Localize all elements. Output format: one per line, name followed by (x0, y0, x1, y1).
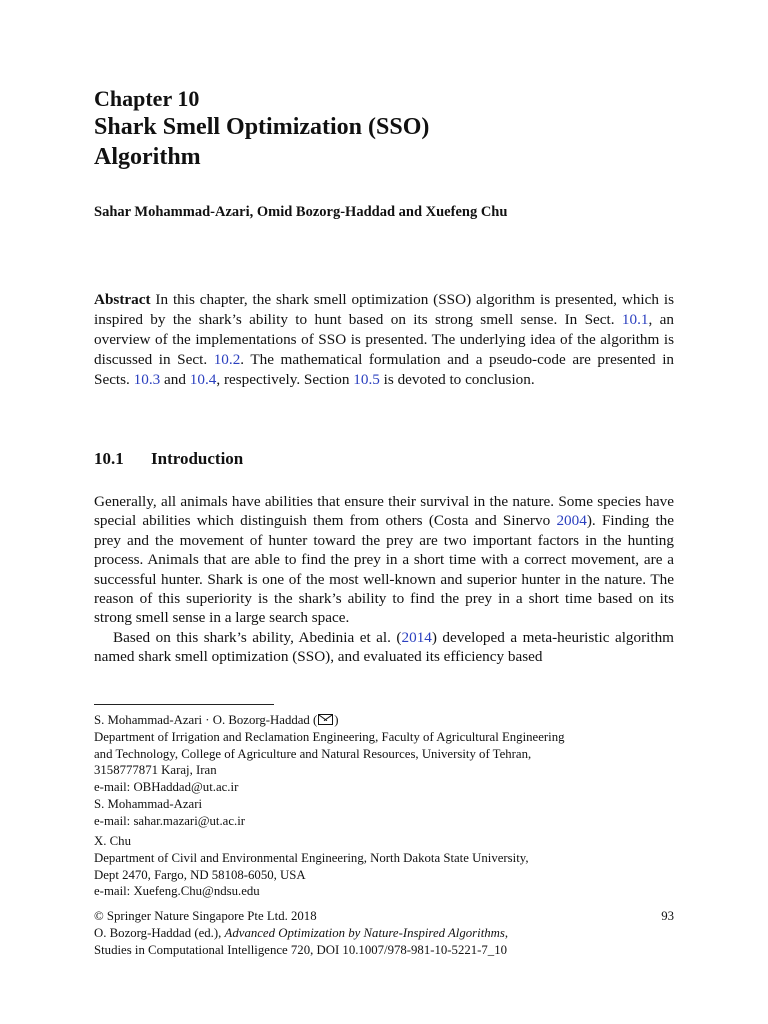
paragraph-1-text-b: ). Finding the prey and the movement of hunter toward the prey are two important factors in the hunting process. Animals that are able to find the prey in a short time with a correct movement, are a successful hunter. Shark is one of the most well-known and superior hunter in the nature. The reason of this superiority is the shark’s ability to find the prey in a short time based on its strong smell sense in a large search space. (94, 512, 675, 627)
book-title-comma: , (504, 925, 509, 940)
paragraph-1-text-a: Generally, all animals have abilities that ensure their survival in the nature. Some species have special abilities which distinguish them from others (Costa and Sinervo (94, 493, 674, 530)
footnote-names: S. Mohammad-Azari · O. Bozorg-Haddad ( (94, 713, 318, 727)
abstract-text-4: and (164, 371, 186, 388)
citation-costa-2004[interactable]: 2004 (556, 512, 587, 530)
footnote-address-line: Dept 2470, Fargo, ND 58108-6050, USA (94, 867, 306, 882)
author-list: Sahar Mohammad-Azari, Omid Bozorg-Haddad and Xuefeng Chu (94, 204, 508, 220)
abstract-text-5: , respectively. Section (216, 371, 350, 388)
abstract (94, 290, 674, 390)
section-ref-10-5[interactable]: 10.5 (353, 371, 380, 388)
footnote-names-line (94, 712, 674, 729)
book-title: Advanced Optimization by Nature-Inspired Algorithms (224, 925, 505, 940)
series-doi-line: Studies in Computational Intelligence 720, DOI 10.1007/978-981-10-5221-7_10 (94, 942, 507, 957)
chapter-number: Chapter 10 (94, 86, 200, 111)
paragraph-2-text-b: ) developed a meta-heuristic algorithm named shark smell optimization (SSO), and evaluated its efficiency based (94, 628, 674, 666)
section-title: Introduction (151, 449, 244, 468)
footnote-address-line: 3158777871 Karaj, Iran (94, 763, 217, 778)
footnote-name: S. Mohammad-Azari (94, 797, 203, 811)
chapter-title-line1: Shark Smell Optimization (SSO) (94, 114, 430, 140)
chapter-title-line2: Algorithm (94, 144, 201, 170)
paragraph-2-text-a: Based on this shark’s ability, Abedinia et al. ( (113, 628, 402, 646)
abstract-text-2: , an overview of the implementations of SSO is presented. The underlying idea of the algorithm is discussed in Sect. (94, 311, 674, 368)
abstract-label: Abstract (94, 291, 151, 308)
footnote-affiliation-2 (94, 796, 674, 830)
book-citation-line (94, 925, 674, 942)
copyright-line: © Springer Nature Singapore Pte Ltd. 2018 (94, 909, 317, 923)
section-number: 10.1 (94, 449, 124, 468)
chapter-title (94, 112, 674, 172)
footnote-email: e-mail: Xuefeng.Chu@ndsu.edu (94, 884, 260, 899)
footnote-divider (94, 704, 274, 705)
footnote-email: e-mail: OBHaddad@ut.ac.ir (94, 780, 239, 795)
abstract-text-1: In this chapter, the shark smell optimization (SSO) algorithm is presented, which is inspired by the shark’s ability to hunt based on its strong smell sense. In Sect. (94, 291, 674, 328)
book-editor: O. Bozorg-Haddad (ed.), (94, 925, 222, 940)
footnote-dept-line: Department of Civil and Environmental Engineering, North Dakota State University, (94, 850, 529, 865)
copyright-block (94, 908, 674, 958)
footnote-email: e-mail: sahar.mazari@ut.ac.ir (94, 813, 246, 828)
footnote-affiliation-3 (94, 833, 674, 900)
body-text (94, 492, 674, 667)
section-ref-10-2[interactable]: 10.2 (213, 351, 241, 368)
footnote-dept-line: Department of Irrigation and Reclamation Engineering, Faculty of Agricultural Engineering (94, 729, 565, 744)
paragraph-1 (94, 492, 674, 628)
citation-abedinia-2014[interactable]: 2014 (401, 628, 432, 646)
paragraph-2 (94, 628, 674, 667)
section-ref-10-4[interactable]: 10.4 (189, 371, 217, 388)
footnote-name: X. Chu (94, 834, 131, 848)
section-heading (94, 448, 674, 470)
footnote-affiliation-1 (94, 712, 674, 796)
envelope-icon (318, 714, 333, 725)
page-number: 93 (661, 909, 674, 923)
abstract-text-3: . The mathematical formulation and a pseudo-code are presented in Sects. (94, 351, 675, 388)
section-ref-10-3[interactable]: 10.3 (133, 371, 161, 388)
abstract-text-6: is devoted to conclusion. (383, 371, 535, 388)
footnote-college-line: and Technology, College of Agriculture and Natural Resources, University of Tehran, (94, 746, 532, 761)
section-ref-10-1[interactable]: 10.1 (621, 311, 649, 328)
footnote-names-close: ) (334, 713, 339, 727)
